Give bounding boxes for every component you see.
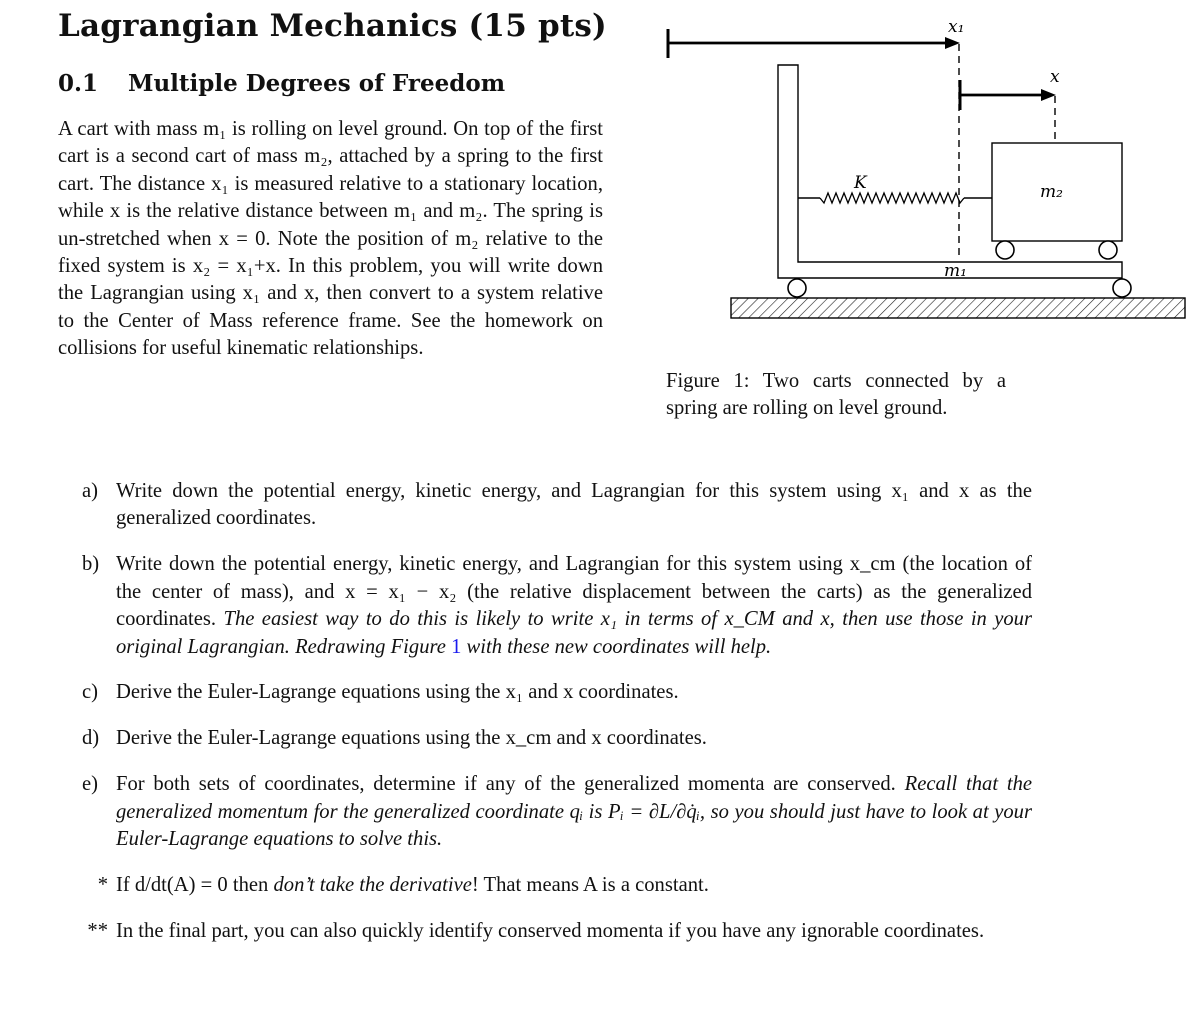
cart1-wheel-left (788, 279, 806, 297)
spring-constant-label: K (854, 173, 867, 193)
x-label: x (1050, 67, 1060, 87)
item-marker: c) (82, 681, 98, 704)
item-marker: a) (82, 480, 98, 502)
item-hint-cont: with these new coordinates will help. (466, 635, 772, 658)
item-body (116, 551, 1032, 661)
note-marker: * (97, 873, 108, 896)
note-item-1 (82, 872, 1032, 899)
m1-label: m₁ (944, 261, 967, 281)
note-text-end: ! That means A is a constant. (471, 873, 709, 896)
question-item-b (82, 551, 1032, 661)
x-arrow-head (1041, 89, 1056, 101)
item-text: Write down the potential energy, kinetic energy, and Lagrangian for this system using x₁ and x as the generalized coordinates. (116, 480, 1032, 530)
item-hint: Recall that the generalized momentum for the generalized coordinate qᵢ is Pᵢ = ∂L/∂q̇ᵢ, so you should just have to look at your Euler-Lagrange equations to solve this. (116, 773, 1033, 851)
section-heading (58, 70, 505, 97)
m2-label: m₂ (1040, 182, 1063, 202)
x1-label: x₁ (948, 17, 965, 37)
item-text: Derive the Euler-Lagrange equations using the x₁ and x coordinates. (116, 681, 679, 704)
ground-hatching (731, 298, 1185, 318)
note-text: If d/dt(A) = 0 then (116, 873, 269, 896)
item-marker: b) (82, 553, 100, 576)
item-hint: The easiest way to do this is likely to write x₁ in terms of x_CM and x, then use those in your original Lagrangian. Redrawing Figure (116, 608, 1032, 658)
item-text: For both sets of coordinates, determine if any of the generalized momenta are conserved. (116, 773, 896, 796)
page-title: Lagrangian Mechanics (15 pts) (58, 8, 607, 44)
note-text: In the final part, you can also quickly identify conserved momenta if you have any ignorable coordinates. (116, 919, 985, 942)
two-carts-figure (660, 10, 1190, 325)
item-marker: d) (82, 727, 100, 750)
question-list (82, 478, 1032, 964)
section-number: 0.1 (58, 70, 99, 97)
figure-caption: Figure 1: Two carts connected by a spring are rolling on level ground. (666, 370, 1006, 420)
x1-arrow-head (945, 37, 960, 49)
item-marker: e) (82, 773, 98, 796)
note-marker: ** (87, 919, 108, 942)
item-text: Derive the Euler-Lagrange equations using the x_cm and x coordinates. (116, 727, 707, 750)
cart2-wheel-left (996, 241, 1014, 259)
cart2-wheel-right (1099, 241, 1117, 259)
cart1-wheel-right (1113, 279, 1131, 297)
question-item-a (82, 478, 1032, 533)
spring (820, 193, 964, 203)
note-body (116, 872, 1032, 899)
note-item-2 (82, 918, 1032, 945)
intro-paragraph: A cart with mass m₁ is rolling on level ground. On top of the first cart is a second cart of mass m₂, attached by a spring to the first cart. The distance x₁ is measured relative to a stationary location, while x is the relative distance between m₁ and m₂. The spring is un-stretched when x = 0. Note the position of m₂ relative to the fixed system is x₂ = x₁+x. In this problem, you will write down the Lagrangian using x₁ and x, then convert to a system relative to the Center of Mass reference frame. See the homework on collisions for useful kinematic relationships. (58, 118, 603, 360)
note-emphasis: don’t take the derivative (273, 873, 472, 896)
question-item-c (82, 679, 1032, 706)
figure-reference-link[interactable]: 1 (451, 635, 462, 658)
question-item-d (82, 725, 1032, 752)
section-title: Multiple Degrees of Freedom (128, 70, 506, 97)
question-item-e (82, 771, 1032, 853)
item-body (116, 771, 1032, 853)
item-text: Write down the potential energy, kinetic energy, and Lagrangian for this system using x_cm (the location of the center of mass), and x = x₁ − x₂ (the relative displacement between the carts) as the generalized coordinates. (116, 553, 1032, 631)
